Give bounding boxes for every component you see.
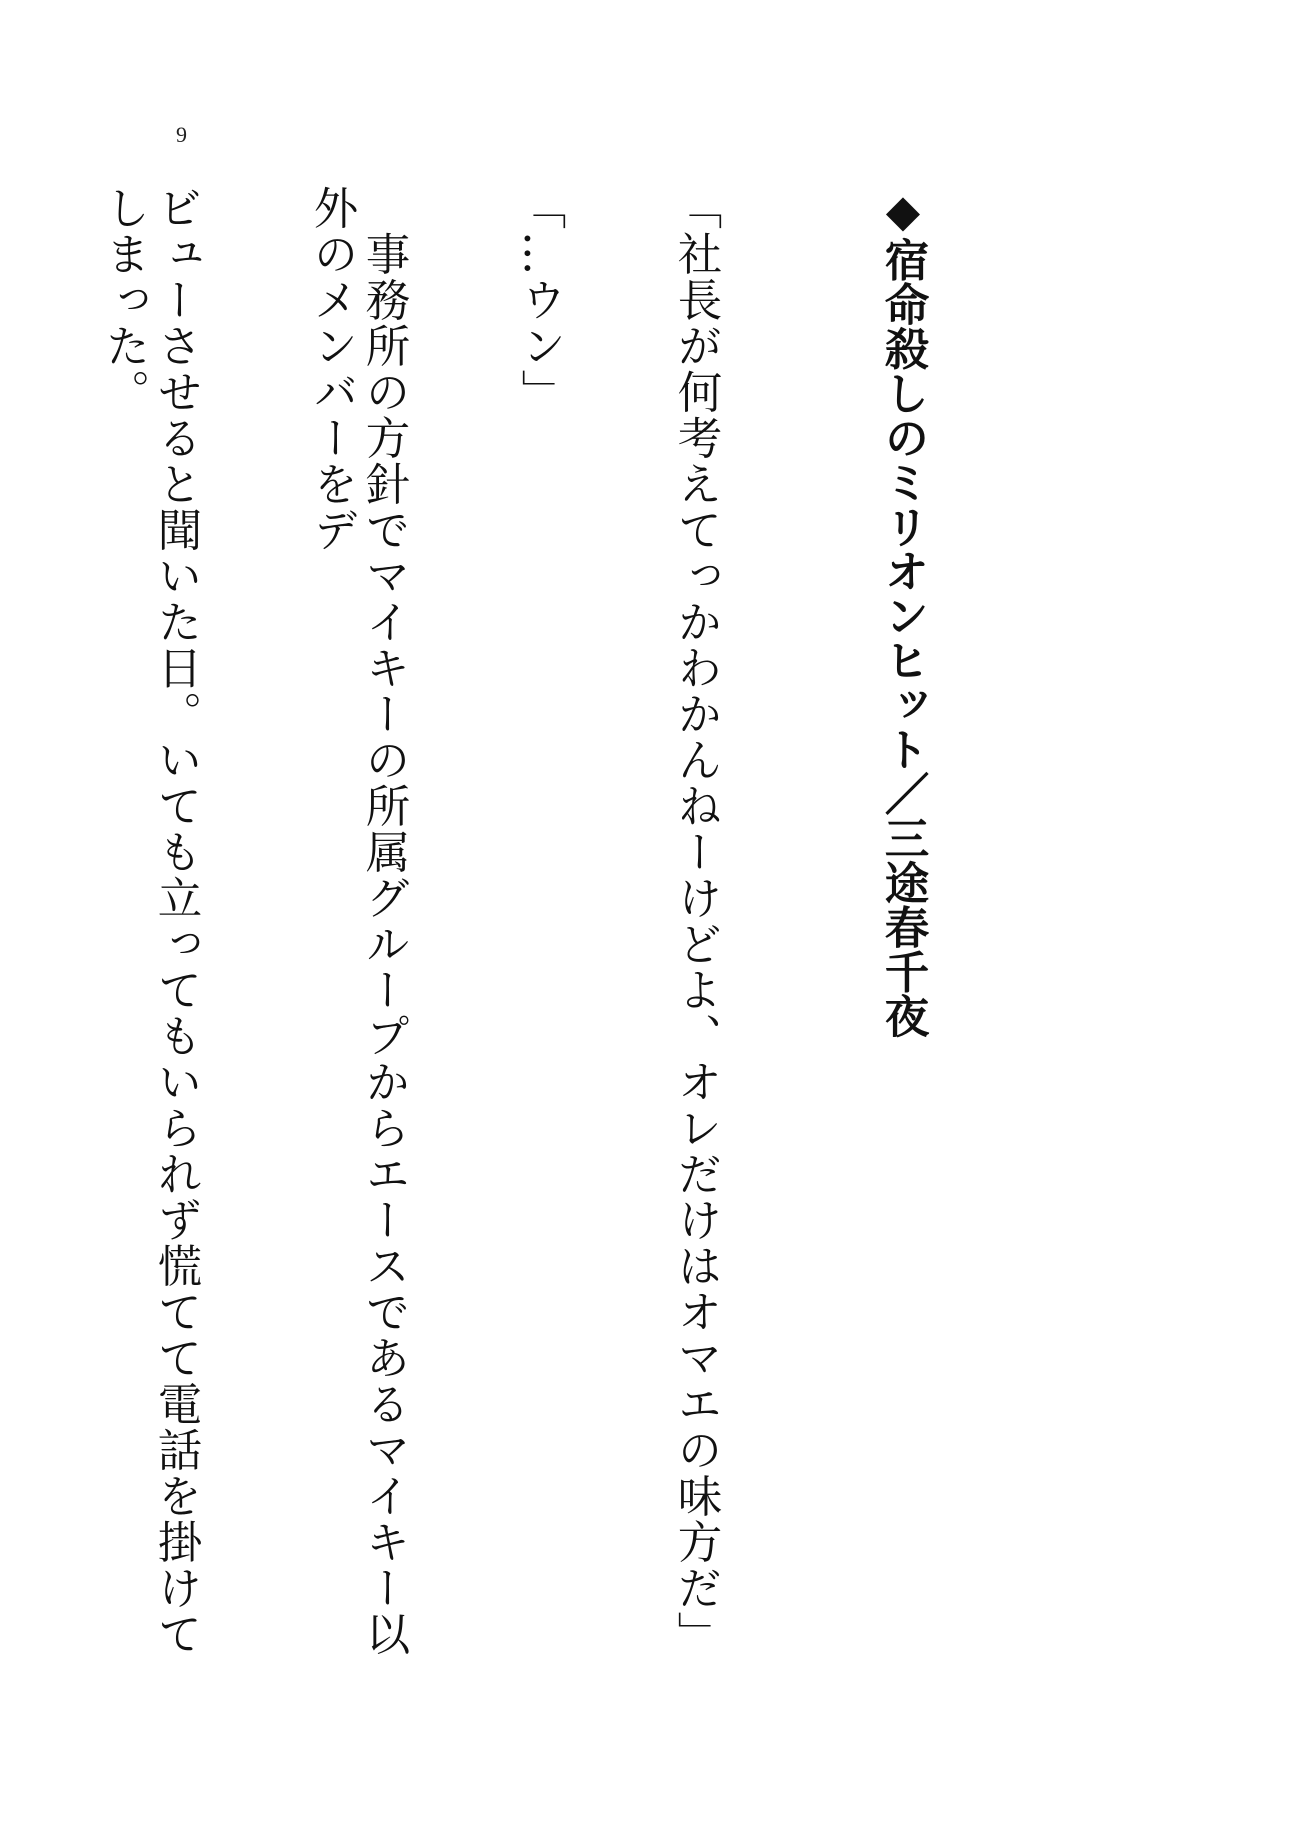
text-line: 事務所の方針でマイキーの所属グループからエースであるマイキー以外のメンバーをデ xyxy=(306,185,409,1657)
text-line: 「社長が何考えてっかわかんねーけどよ、オレだけはオマエの味方だ」 xyxy=(670,185,721,1657)
page-number: 9 xyxy=(176,122,187,147)
vertical-text-body xyxy=(0,185,1033,1685)
text-line: ビューさせると聞いた日。いても立ってもいられず慌てて電話を掛けてしまった。 xyxy=(98,185,201,1657)
text-line: 「…ウン」 xyxy=(514,185,565,415)
chapter-title: ◆宿命殺しのミリオンヒット／三途春千夜 xyxy=(877,185,929,1038)
